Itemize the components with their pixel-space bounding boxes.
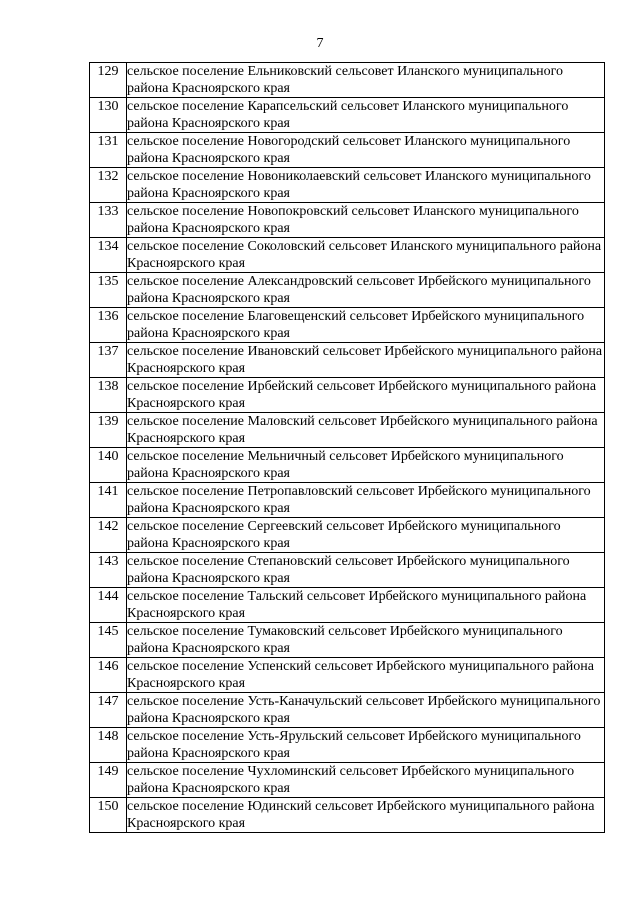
table-row: [90, 378, 605, 413]
settlement-name: сельское поселение Новониколаевский сельсовет Иланского муниципального района Красноярского края: [127, 168, 605, 203]
table-row: [90, 448, 605, 483]
settlement-name: сельское поселение Александровский сельсовет Ирбейского муниципального района Красноярского края: [127, 273, 605, 308]
row-number: 144: [90, 588, 127, 623]
table-row: [90, 133, 605, 168]
settlement-name: сельское поселение Новопокровский сельсовет Иланского муниципального района Красноярского края: [127, 203, 605, 238]
settlement-name: сельское поселение Ирбейский сельсовет Ирбейского муниципального района Красноярского края: [127, 378, 605, 413]
table-row: [90, 168, 605, 203]
settlements-table-body: [90, 63, 605, 833]
settlement-name: сельское поселение Мельничный сельсовет Ирбейского муниципального района Красноярского края: [127, 448, 605, 483]
row-number: 131: [90, 133, 127, 168]
settlement-name: сельское поселение Соколовский сельсовет Иланского муниципального района Красноярского края: [127, 238, 605, 273]
settlement-name: сельское поселение Ивановский сельсовет Ирбейского муниципального района Красноярского края: [127, 343, 605, 378]
row-number: 145: [90, 623, 127, 658]
table-row: [90, 623, 605, 658]
row-number: 132: [90, 168, 127, 203]
settlement-name: сельское поселение Карапсельский сельсовет Иланского муниципального района Красноярского края: [127, 98, 605, 133]
settlements-table: [89, 62, 605, 833]
table-row: [90, 553, 605, 588]
table-row: [90, 798, 605, 833]
row-number: 136: [90, 308, 127, 343]
row-number: 139: [90, 413, 127, 448]
settlement-name: сельское поселение Маловский сельсовет Ирбейского муниципального района Красноярского края: [127, 413, 605, 448]
row-number: 148: [90, 728, 127, 763]
table-row: [90, 658, 605, 693]
row-number: 137: [90, 343, 127, 378]
settlement-name: сельское поселение Успенский сельсовет Ирбейского муниципального района Красноярского края: [127, 658, 605, 693]
settlement-name: сельское поселение Чухломинский сельсовет Ирбейского муниципального района Красноярского края: [127, 763, 605, 798]
row-number: 138: [90, 378, 127, 413]
settlement-name: сельское поселение Петропавловский сельсовет Ирбейского муниципального района Красноярского края: [127, 483, 605, 518]
table-row: [90, 238, 605, 273]
row-number: 130: [90, 98, 127, 133]
row-number: 142: [90, 518, 127, 553]
settlement-name: сельское поселение Усть-Каначульский сельсовет Ирбейского муниципального района Красноярского края: [127, 693, 605, 728]
row-number: 140: [90, 448, 127, 483]
table-row: [90, 728, 605, 763]
table-row: [90, 518, 605, 553]
settlement-name: сельское поселение Сергеевский сельсовет Ирбейского муниципального района Красноярского края: [127, 518, 605, 553]
table-row: [90, 413, 605, 448]
table-row: [90, 343, 605, 378]
settlement-name: сельское поселение Благовещенский сельсовет Ирбейского муниципального района Красноярского края: [127, 308, 605, 343]
row-number: 133: [90, 203, 127, 238]
row-number: 129: [90, 63, 127, 98]
settlement-name: сельское поселение Тумаковский сельсовет Ирбейского муниципального района Красноярского края: [127, 623, 605, 658]
table-row: [90, 588, 605, 623]
row-number: 143: [90, 553, 127, 588]
settlement-name: сельское поселение Ельниковский сельсовет Иланского муниципального района Красноярского края: [127, 63, 605, 98]
row-number: 150: [90, 798, 127, 833]
table-row: [90, 693, 605, 728]
table-row: [90, 273, 605, 308]
row-number: 149: [90, 763, 127, 798]
table-row: [90, 763, 605, 798]
settlement-name: сельское поселение Усть-Ярульский сельсовет Ирбейского муниципального района Красноярского края: [127, 728, 605, 763]
settlement-name: сельское поселение Новогородский сельсовет Иланского муниципального района Красноярского края: [127, 133, 605, 168]
settlement-name: сельское поселение Юдинский сельсовет Ирбейского муниципального района Красноярского края: [127, 798, 605, 833]
table-row: [90, 483, 605, 518]
settlement-name: сельское поселение Степановский сельсовет Ирбейского муниципального района Красноярского края: [127, 553, 605, 588]
table-row: [90, 203, 605, 238]
table-row: [90, 63, 605, 98]
row-number: 146: [90, 658, 127, 693]
row-number: 147: [90, 693, 127, 728]
page-number: 7: [316, 36, 324, 51]
table-row: [90, 308, 605, 343]
table-row: [90, 98, 605, 133]
row-number: 141: [90, 483, 127, 518]
row-number: 135: [90, 273, 127, 308]
row-number: 134: [90, 238, 127, 273]
settlement-name: сельское поселение Тальский сельсовет Ирбейского муниципального района Красноярского края: [127, 588, 605, 623]
